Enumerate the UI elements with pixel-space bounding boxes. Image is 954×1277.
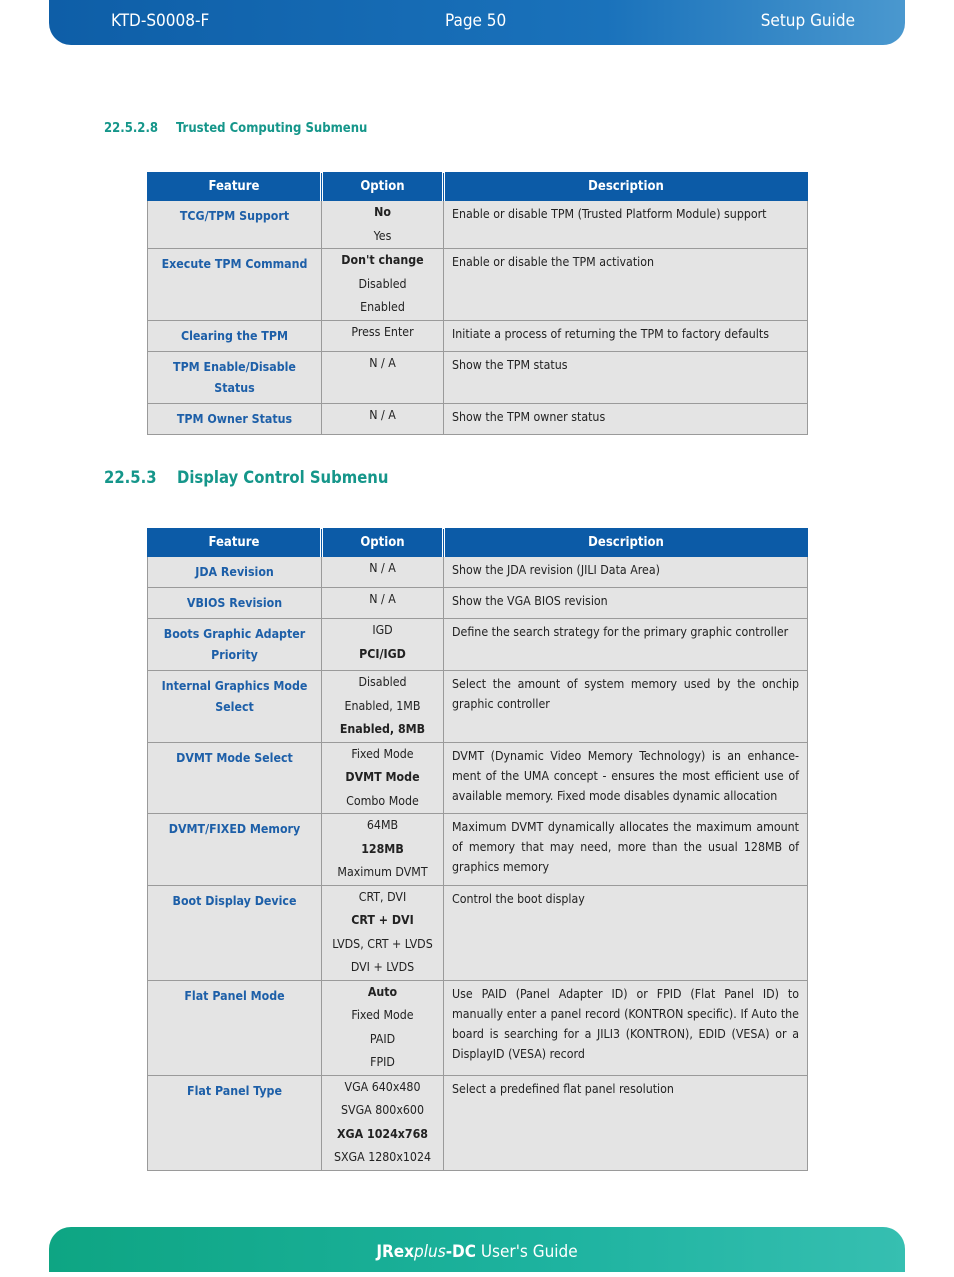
tcg-heading-number: 22.5.2.8 [104, 121, 159, 136]
footer-brand-suffix: -DC [445, 1242, 476, 1262]
option-cell [322, 588, 444, 619]
option-value: IGD [372, 623, 393, 637]
option-value: VGA 640x480 [344, 1079, 421, 1094]
option-value: Enabled, 1MB [344, 698, 421, 713]
option-cell [322, 619, 444, 671]
description-cell: Show the JDA revision (JILI Data Area) [444, 557, 808, 588]
feature-cell: DVMT Mode Select [148, 742, 322, 814]
description-cell: Select the amount of system memory used by the onchip graphic controller [444, 671, 808, 743]
option-value: Fixed Mode [351, 1008, 414, 1022]
description-cell: Define the search strategy for the primary graphic controller [444, 619, 808, 671]
col-header-feature: Feature [148, 529, 322, 557]
option-cell [322, 742, 444, 814]
option-value: SXGA 1280x1024 [333, 1150, 432, 1164]
feature-cell: Boot Display Device [148, 885, 322, 980]
footer-brand: JRex [376, 1242, 415, 1262]
option-cell [322, 249, 444, 321]
option-value: DVI + LVDS [350, 960, 415, 974]
table-row [148, 980, 808, 1075]
option-default: Enabled, 8MB [339, 722, 426, 736]
option-default: XGA 1024x768 [336, 1126, 429, 1141]
page-footer [49, 1227, 905, 1272]
doc-id: KTD-S0008-F [111, 11, 210, 31]
table-row [148, 351, 808, 403]
option-cell [322, 814, 444, 886]
option-cell [322, 885, 444, 980]
option-value: Maximum DVMT [337, 865, 428, 879]
col-header-option: Option [322, 173, 444, 201]
feature-cell: TCG/TPM Support [148, 201, 322, 249]
table-row [148, 885, 808, 980]
description-cell: Enable or disable TPM (Trusted Platform Module) support [444, 201, 808, 249]
option-default: DVMT Mode [345, 770, 420, 784]
footer-brand-plus: plus [414, 1242, 446, 1262]
option-default: 128MB [361, 841, 404, 856]
page-number: Page 50 [445, 11, 507, 31]
option-default: Auto [367, 984, 398, 999]
option-cell [322, 557, 444, 588]
option-value: Disabled [358, 276, 407, 291]
description-cell: Select a predefined flat panel resolution [444, 1075, 808, 1170]
table-row [148, 742, 808, 814]
option-default: PCI/IGD [359, 646, 406, 661]
option-value: Enabled [360, 300, 405, 314]
option-value: SVGA 800x600 [340, 1103, 424, 1117]
option-value: PAID [369, 1031, 396, 1046]
feature-cell: Internal Graphics Mode Select [148, 671, 322, 743]
tcg-heading-title: Trusted Computing Submenu [176, 121, 368, 136]
feature-cell: Clearing the TPM [148, 320, 322, 351]
page-header [49, 0, 905, 45]
option-cell [322, 671, 444, 743]
section-name: Setup Guide [760, 11, 855, 31]
description-cell: Use PAID (Panel Adapter ID) or FPID (Flat Panel ID) to manually enter a panel record (KONTRON specific). If Auto the board is searching for a JILI3 (KONTRON), EDID (VESA) or a DisplayID (VESA) record [444, 980, 808, 1075]
option-value: N / A [369, 407, 396, 422]
option-value: 64MB [366, 818, 399, 832]
feature-cell: Boots Graphic Adapter Priority [148, 619, 322, 671]
description-cell: Show the TPM status [444, 351, 808, 403]
col-header-feature: Feature [148, 173, 322, 201]
feature-cell: VBIOS Revision [148, 588, 322, 619]
option-value: Fixed Mode [351, 746, 414, 761]
option-cell [322, 351, 444, 403]
feature-cell: DVMT/FIXED Memory [148, 814, 322, 886]
display-heading [104, 468, 388, 487]
option-value: N / A [369, 561, 396, 575]
table-row [148, 1075, 808, 1170]
option-value: N / A [369, 355, 396, 370]
description-cell: DVMT (Dynamic Video Memory Technology) is an enhance-ment of the UMA concept - ensures the most efficient use of available memory. Fixed mode disables dynamic allocation [444, 742, 808, 814]
option-value: Press Enter [351, 324, 414, 339]
col-header-description: Description [444, 529, 808, 557]
feature-cell: TPM Owner Status [148, 403, 322, 434]
col-header-description: Description [444, 173, 808, 201]
option-value: CRT, DVI [358, 889, 407, 904]
description-cell: Maximum DVMT dynamically allocates the maximum amount of memory that may need, more than the usual 128MB of graphics memory [444, 814, 808, 886]
feature-cell: Flat Panel Mode [148, 980, 322, 1075]
col-header-option: Option [322, 529, 444, 557]
option-cell [322, 201, 444, 249]
option-cell [322, 320, 444, 351]
option-cell [322, 980, 444, 1075]
table-row [148, 320, 808, 351]
feature-cell: Execute TPM Command [148, 249, 322, 321]
tcg-table [147, 172, 808, 435]
option-value: LVDS, CRT + LVDS [332, 936, 433, 951]
tcg-heading [104, 121, 367, 136]
table-row [148, 403, 808, 434]
table-row [148, 671, 808, 743]
display-heading-number: 22.5.3 [104, 468, 157, 487]
option-value: FPID [370, 1055, 395, 1069]
option-cell [322, 403, 444, 434]
footer-guide: User's Guide [475, 1242, 578, 1262]
description-cell: Show the VGA BIOS revision [444, 588, 808, 619]
description-cell: Control the boot display [444, 885, 808, 980]
table-row [148, 557, 808, 588]
option-cell [322, 1075, 444, 1170]
feature-cell: TPM Enable/Disable Status [148, 351, 322, 403]
option-default: Don't change [341, 253, 424, 267]
display-heading-title: Display Control Submenu [177, 468, 389, 487]
option-value: Yes [373, 228, 392, 243]
display-table [147, 528, 808, 1171]
option-value: N / A [369, 592, 396, 606]
feature-cell: Flat Panel Type [148, 1075, 322, 1170]
table-row [148, 201, 808, 249]
option-default: CRT + DVI [351, 913, 414, 927]
table-row [148, 249, 808, 321]
table-row [148, 619, 808, 671]
description-cell: Show the TPM owner status [444, 403, 808, 434]
option-value: Combo Mode [346, 793, 419, 808]
option-value: Disabled [358, 675, 407, 689]
description-cell: Initiate a process of returning the TPM to factory defaults [444, 320, 808, 351]
table-row [148, 814, 808, 886]
table-row [148, 588, 808, 619]
description-cell: Enable or disable the TPM activation [444, 249, 808, 321]
option-default: No [374, 205, 391, 219]
feature-cell: JDA Revision [148, 557, 322, 588]
